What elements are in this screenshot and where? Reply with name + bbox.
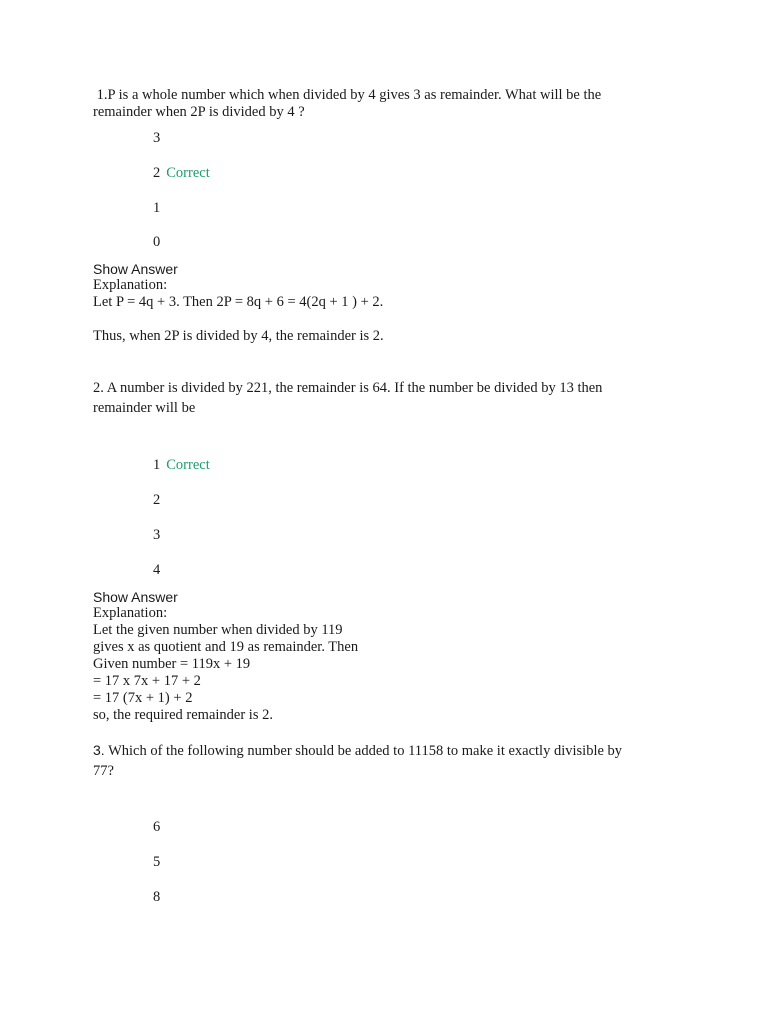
- q2-explanation-line-6: so, the required remainder is 2.: [93, 707, 273, 723]
- q2-explanation-line-4: = 17 x 7x + 17 + 2: [93, 673, 201, 689]
- question-2-text: [93, 378, 693, 418]
- q2-show-answer-link[interactable]: Show Answer: [93, 589, 178, 605]
- q1-option-1-label: 3: [153, 130, 161, 146]
- q2-option-2-label: 2: [153, 492, 161, 508]
- q2-option-3[interactable]: [153, 527, 160, 544]
- q1-option-4-label: 0: [153, 234, 161, 250]
- q2-explanation-label: Explanation:: [93, 605, 168, 621]
- question-3-line-1-text: Which of the following number should be added to 11158 to make it exactly divisible by: [108, 743, 623, 759]
- q3-option-1-label: 6: [153, 819, 161, 835]
- q1-option-3-label: 1: [153, 200, 161, 216]
- q1-option-2-label: 2: [153, 165, 161, 181]
- q3-option-3[interactable]: [153, 889, 160, 906]
- question-1-line-2: remainder when 2P is divided by 4 ?: [93, 104, 305, 120]
- q2-explanation-line-5: = 17 (7x + 1) + 2: [93, 690, 193, 706]
- q2-option-3-label: 3: [153, 527, 161, 543]
- q1-correct-indicator: Correct: [166, 165, 210, 181]
- q2-explanation-line-1: Let the given number when divided by 119: [93, 622, 343, 638]
- q2-explanation-line-3: Given number = 119x + 19: [93, 656, 251, 672]
- q3-option-1[interactable]: [153, 819, 160, 836]
- q2-option-4-label: 4: [153, 562, 161, 578]
- question-3-number: 3.: [93, 742, 105, 758]
- q2-option-1[interactable]: [153, 457, 210, 474]
- question-3-line-1: [93, 740, 693, 761]
- q1-option-3[interactable]: [153, 200, 160, 217]
- q3-option-2-label: 5: [153, 854, 161, 870]
- q2-option-1-label: 1: [153, 457, 161, 473]
- question-2-line-2: remainder will be: [93, 400, 196, 416]
- q1-explanation-label: Explanation:: [93, 277, 168, 293]
- q1-show-answer-link[interactable]: Show Answer: [93, 261, 178, 277]
- q3-option-2[interactable]: [153, 854, 160, 871]
- q1-explanation-line-2: Thus, when 2P is divided by 4, the remainder is 2.: [93, 328, 384, 344]
- question-2-line-1: 2. A number is divided by 221, the remainder is 64. If the number be divided by 13 then: [93, 380, 603, 396]
- q2-explanation-line-2: gives x as quotient and 19 as remainder. Then: [93, 639, 359, 655]
- q3-option-3-label: 8: [153, 889, 161, 905]
- q2-correct-indicator: Correct: [166, 457, 210, 473]
- q2-option-4[interactable]: [153, 562, 160, 579]
- q1-explanation-line-1: Let P = 4q + 3. Then 2P = 8q + 6 = 4(2q + 1 ) + 2.: [93, 294, 384, 310]
- question-3-line-2: 77?: [93, 763, 114, 779]
- q1-option-2[interactable]: [153, 165, 210, 182]
- question-3-text: [93, 740, 693, 781]
- question-1-line-1: 1.P is a whole number which when divided by 4 gives 3 as remainder. What will be the: [93, 87, 602, 103]
- q1-option-1[interactable]: [153, 130, 160, 147]
- q1-option-4[interactable]: [153, 234, 160, 251]
- q2-option-2[interactable]: [153, 492, 160, 509]
- question-1-text: [93, 87, 693, 121]
